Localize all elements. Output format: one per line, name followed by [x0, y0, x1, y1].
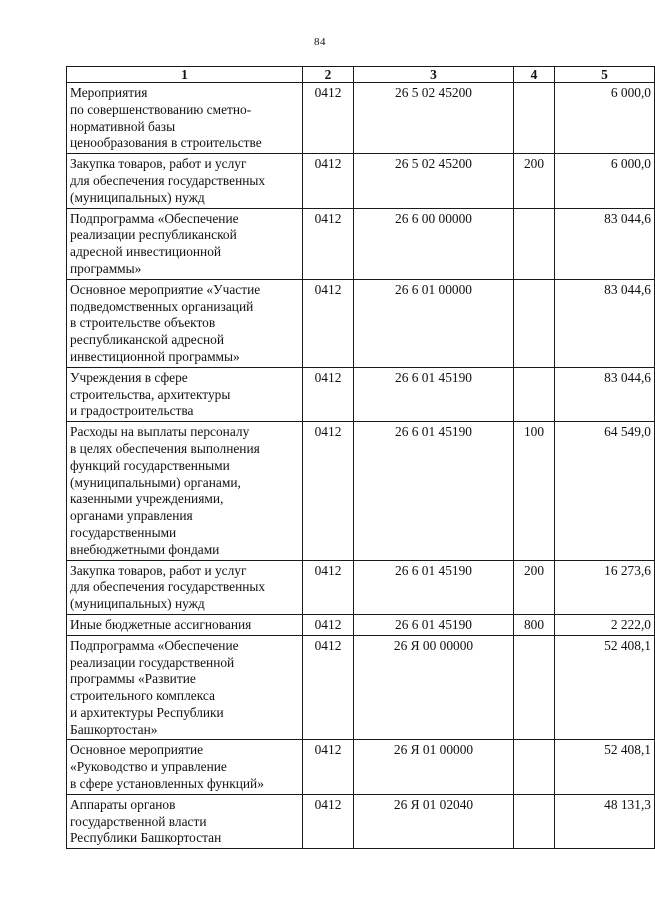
table-row: [67, 614, 655, 635]
row-section-cell: 0412: [303, 279, 354, 367]
row-name-cell: Закупка товаров, работ и услуг для обеспечения государственных (муниципальных) нужд: [67, 154, 303, 208]
budget-table: [66, 66, 655, 849]
row-type-cell: [514, 635, 555, 740]
row-type-cell: [514, 83, 555, 154]
header-col-3: 3: [354, 67, 514, 83]
row-type-cell: [514, 208, 555, 279]
table-row: [67, 740, 655, 794]
row-name-cell: Основное мероприятие «Руководство и управление в сфере установленных функций»: [67, 740, 303, 794]
row-type-cell: [514, 279, 555, 367]
row-target-cell: 26 Я 01 02040: [354, 794, 514, 848]
row-name-cell: Мероприятия по совершенствованию сметно- нормативной базы ценообразования в строительстве: [67, 83, 303, 154]
row-target-cell: 26 6 01 45190: [354, 614, 514, 635]
row-amount-cell: 64 549,0: [555, 422, 655, 560]
row-name-cell: Закупка товаров, работ и услуг для обеспечения государственных (муниципальных) нужд: [67, 560, 303, 614]
row-section-cell: 0412: [303, 83, 354, 154]
row-amount-cell: 52 408,1: [555, 635, 655, 740]
row-name-cell: Учреждения в сфере строительства, архитектуры и градостроительства: [67, 367, 303, 421]
row-section-cell: 0412: [303, 422, 354, 560]
table-row: [67, 208, 655, 279]
row-amount-cell: 52 408,1: [555, 740, 655, 794]
row-name-cell: Аппараты органов государственной власти Республики Башкортостан: [67, 794, 303, 848]
row-section-cell: 0412: [303, 367, 354, 421]
row-amount-cell: 6 000,0: [555, 154, 655, 208]
row-target-cell: 26 6 00 00000: [354, 208, 514, 279]
page-number: 84: [314, 36, 326, 48]
header-col-4: 4: [514, 67, 555, 83]
row-amount-cell: 83 044,6: [555, 367, 655, 421]
row-section-cell: 0412: [303, 740, 354, 794]
row-section-cell: 0412: [303, 154, 354, 208]
row-section-cell: 0412: [303, 560, 354, 614]
row-type-cell: 200: [514, 154, 555, 208]
row-section-cell: 0412: [303, 208, 354, 279]
table-row: [67, 279, 655, 367]
row-type-cell: [514, 367, 555, 421]
row-section-cell: 0412: [303, 635, 354, 740]
row-name-cell: Подпрограмма «Обеспечение реализации республиканской адресной инвестиционной программы»: [67, 208, 303, 279]
row-type-cell: 100: [514, 422, 555, 560]
row-amount-cell: 16 273,6: [555, 560, 655, 614]
header-col-5: 5: [555, 67, 655, 83]
row-amount-cell: 48 131,3: [555, 794, 655, 848]
row-name-cell: Расходы на выплаты персоналу в целях обеспечения выполнения функций государственными (муниципальными) органами, казенными учреждениями, органами управления государственными внебюджетными фондами: [67, 422, 303, 560]
row-target-cell: 26 6 01 45190: [354, 367, 514, 421]
row-type-cell: [514, 794, 555, 848]
table-row: [67, 367, 655, 421]
table-row: [67, 635, 655, 740]
table-row: [67, 154, 655, 208]
row-target-cell: 26 5 02 45200: [354, 83, 514, 154]
table-row: [67, 794, 655, 848]
row-target-cell: 26 Я 01 00000: [354, 740, 514, 794]
header-col-2: 2: [303, 67, 354, 83]
row-amount-cell: 6 000,0: [555, 83, 655, 154]
row-target-cell: 26 Я 00 00000: [354, 635, 514, 740]
row-name-cell: Подпрограмма «Обеспечение реализации государственной программы «Развитие строительного комплекса и архитектуры Республики Башкортостан»: [67, 635, 303, 740]
table-header-row: [67, 67, 655, 83]
row-target-cell: 26 6 01 45190: [354, 422, 514, 560]
row-amount-cell: 2 222,0: [555, 614, 655, 635]
table-row: [67, 83, 655, 154]
row-name-cell: Основное мероприятие «Участие подведомственных организаций в строительстве объектов республиканской адресной инвестиционной программы»: [67, 279, 303, 367]
row-section-cell: 0412: [303, 794, 354, 848]
row-target-cell: 26 6 01 45190: [354, 560, 514, 614]
row-amount-cell: 83 044,6: [555, 208, 655, 279]
row-type-cell: 800: [514, 614, 555, 635]
row-target-cell: 26 6 01 00000: [354, 279, 514, 367]
row-target-cell: 26 5 02 45200: [354, 154, 514, 208]
row-section-cell: 0412: [303, 614, 354, 635]
row-name-cell: Иные бюджетные ассигнования: [67, 614, 303, 635]
table-row: [67, 422, 655, 560]
header-col-1: 1: [67, 67, 303, 83]
row-type-cell: 200: [514, 560, 555, 614]
row-amount-cell: 83 044,6: [555, 279, 655, 367]
table-row: [67, 560, 655, 614]
row-type-cell: [514, 740, 555, 794]
